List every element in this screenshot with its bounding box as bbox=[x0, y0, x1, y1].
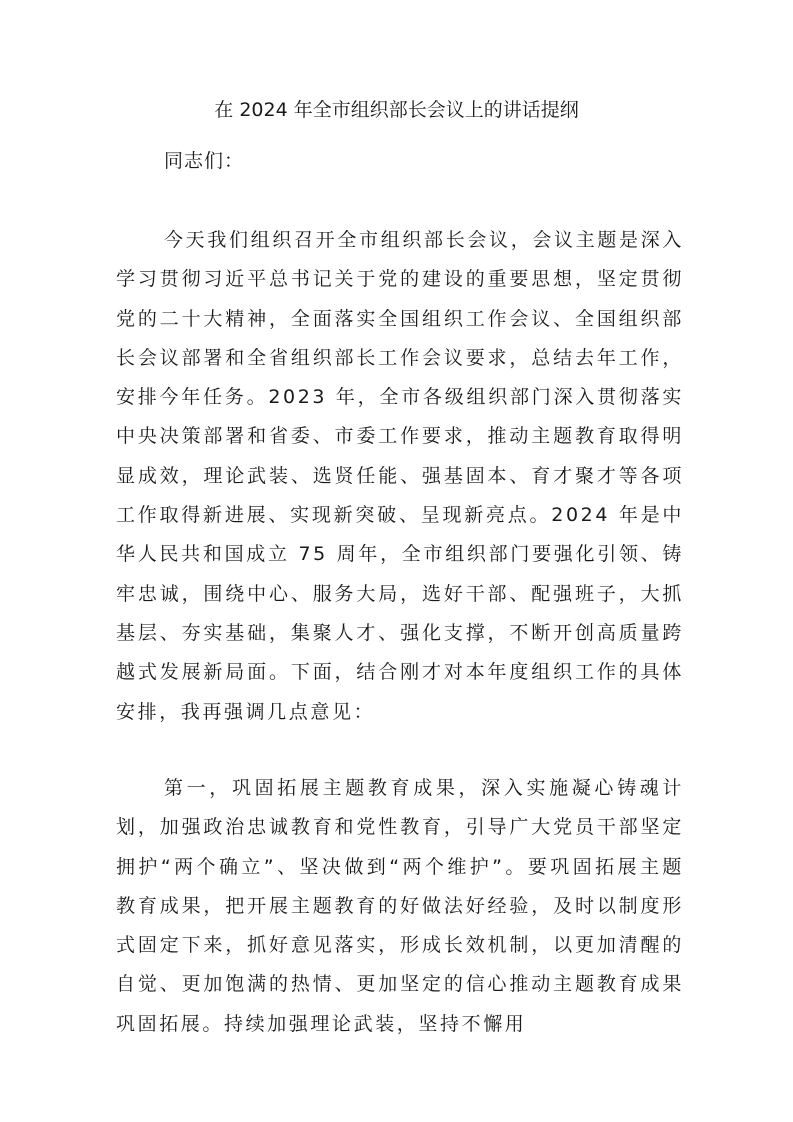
greeting: 同志们： bbox=[164, 150, 245, 172]
paragraph-2: 第一，巩固拓展主题教育成果，深入实施凝心铸魂计划，加强政治忠诚教育和党性教育，引导广大党员干部坚定拥护“两个确立”、坚决做到“两个维护”。要巩固拓展主题教育成果，把开展主题教育的好做法好经验，及时以制度形式固定下来，抓好意见落实，形成长效机制，以更加清醒的自觉、更加饱满的热情、更加坚定的信心推动主题教育成果巩固拓展。持续加强理论武装，坚持不懈用 bbox=[116, 777, 684, 1035]
document-title: 在 2024 年全市组织部长会议上的讲话提纲 bbox=[214, 99, 579, 121]
paragraph-1: 今天我们组织召开全市组织部长会议，会议主题是深入学习贯彻习近平总书记关于党的建设的重要思想，坚定贯彻党的二十大精神，全面落实全国组织工作会议、全国组织部长会议部署和全省组织部长工作会议要求，总结去年工作，安排今年任务。2023 年，全市各级组织部门深入贯彻落实中央决策部署和省委、市委工作要求，推动主题教育取得明显成效，理论武装、选贤任能、强基固本、育才聚才等各项工作取得新进展、实现新突破、呈现新亮点。2024 年是中华人民共和国成立 75 周年，全市组织部门要强化引领、铸牢忠诚，围绕中心、服务大局，选好干部、配强班子，大抓基层、夯实基础，集聚人才、强化支撑，不断开创高质量跨越式发展新局面。下面，结合刚才对本年度组织工作的具体安排，我再强调几点意见： bbox=[116, 229, 684, 723]
